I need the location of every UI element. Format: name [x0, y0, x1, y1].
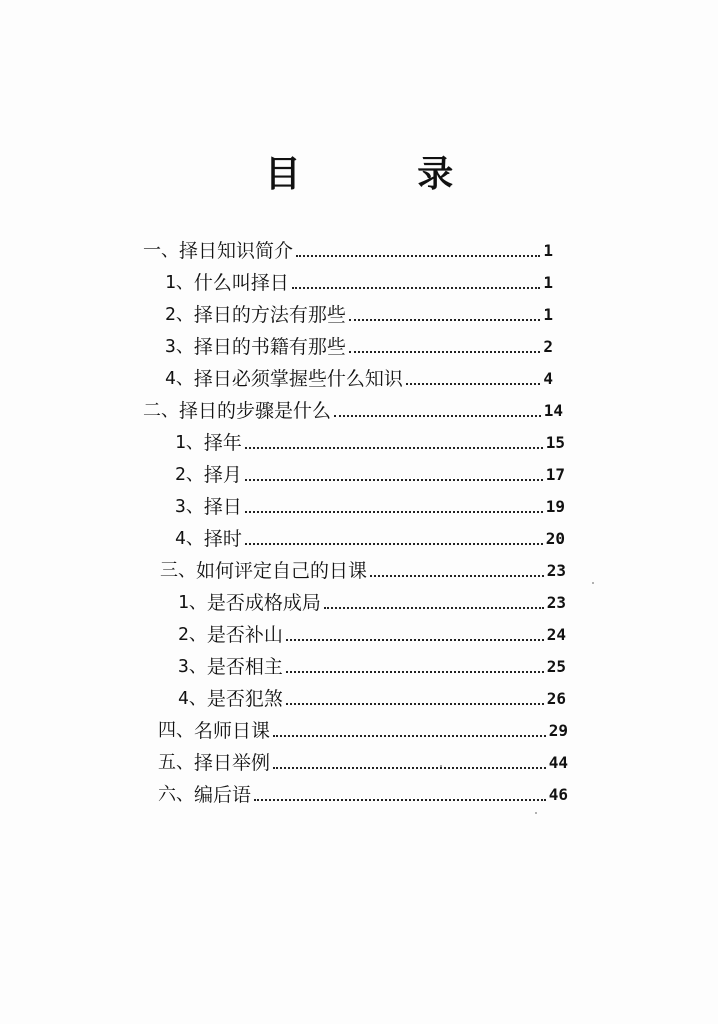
toc-entry — [175, 526, 565, 552]
toc-entry — [165, 366, 553, 392]
toc-entry — [143, 398, 563, 424]
scan-speck — [440, 765, 442, 767]
scan-speck — [592, 582, 594, 584]
toc-leader-dots — [334, 415, 541, 417]
toc-entry-page: 24 — [546, 625, 566, 644]
toc-entry — [175, 462, 565, 488]
toc-entry-page: 2 — [543, 337, 553, 356]
toc-entry-page: 4 — [543, 369, 553, 388]
toc-leader-dots — [245, 511, 543, 513]
toc-entry-page: 46 — [548, 785, 568, 804]
toc-entry-number: 4、 — [165, 368, 194, 389]
toc-entry-label: 择日 — [203, 496, 242, 518]
toc-entry — [178, 590, 566, 616]
toc-entry-number: 2、 — [165, 304, 194, 325]
toc-entry-label: 是否成格成局 — [206, 592, 321, 614]
toc-entry-number: 五、 — [158, 752, 194, 773]
toc-entry-number: 1、 — [165, 272, 194, 293]
toc-entry-number: 二、 — [143, 400, 179, 421]
toc-entry-label: 择日必须掌握些什么知识 — [193, 368, 403, 390]
toc-leader-dots — [370, 575, 544, 577]
toc-entry — [175, 430, 565, 456]
toc-leader-dots — [349, 351, 541, 353]
toc-entry — [178, 686, 566, 712]
toc-entry-page: 20 — [545, 529, 565, 548]
toc-entry-number: 一、 — [143, 240, 179, 261]
toc-leader-dots — [245, 479, 543, 481]
toc-leader-dots — [273, 767, 546, 769]
toc-entry-label: 是否相主 — [206, 656, 283, 678]
scan-speck — [535, 812, 537, 814]
toc-entry-number: 1、 — [175, 432, 204, 453]
toc-entry — [178, 622, 566, 648]
toc-entry-page: 26 — [546, 689, 566, 708]
toc-leader-dots — [286, 671, 544, 673]
toc-entry-number: 3、 — [178, 656, 207, 677]
toc-entry-label: 是否犯煞 — [206, 688, 283, 710]
toc-entry-number: 2、 — [178, 624, 207, 645]
toc-leader-dots — [349, 319, 541, 321]
toc-entry-number: 1、 — [178, 592, 207, 613]
toc-entry-label: 择日知识简介 — [179, 240, 294, 262]
toc-leader-dots — [245, 543, 543, 545]
toc-entry-label: 择时 — [203, 528, 242, 550]
toc-entry-number: 三、 — [160, 560, 196, 581]
toc-leader-dots — [406, 383, 541, 385]
toc-entry-label: 择日的步骤是什么 — [179, 400, 332, 422]
toc-entry-page: 23 — [546, 561, 566, 580]
toc-entry-page: 44 — [548, 753, 568, 772]
toc-entry — [175, 494, 565, 520]
toc-entry-number: 六、 — [158, 784, 194, 805]
toc-entry-page: 15 — [545, 433, 565, 452]
toc-entry — [160, 558, 566, 584]
toc-entry-page: 23 — [546, 593, 566, 612]
toc-entry — [165, 302, 553, 328]
toc-entry — [158, 750, 568, 776]
toc-entry-number: 3、 — [165, 336, 194, 357]
toc-entry-page: 1 — [543, 305, 553, 324]
toc-leader-dots — [292, 287, 541, 289]
toc-entry-label: 择年 — [203, 432, 242, 454]
toc-entry-label: 名师日课 — [194, 720, 271, 742]
toc-entry — [165, 334, 553, 360]
toc-entry-label: 是否补山 — [206, 624, 283, 646]
toc-entry-page: 17 — [545, 465, 565, 484]
toc-leader-dots — [245, 447, 543, 449]
toc-entry-page: 1 — [543, 241, 553, 260]
toc-leader-dots — [324, 607, 544, 609]
toc-entry — [165, 270, 553, 296]
toc-entry-number: 2、 — [175, 464, 204, 485]
toc-entry-label: 择日的书籍有那些 — [193, 336, 346, 358]
toc-entry-label: 择日的方法有那些 — [193, 304, 346, 326]
toc-entry — [158, 782, 568, 808]
toc-entry-number: 四、 — [158, 720, 194, 741]
toc-entry — [158, 718, 568, 744]
toc-entry-label: 如何评定自己的日课 — [196, 560, 368, 582]
toc-entry-number: 4、 — [175, 528, 204, 549]
page-title: 目 录 — [264, 153, 506, 195]
toc-entry-label: 择月 — [203, 464, 242, 486]
toc-entry-page: 25 — [546, 657, 566, 676]
toc-leader-dots — [286, 639, 544, 641]
toc-entry-page: 1 — [543, 273, 553, 292]
toc-entry-label: 编后语 — [194, 784, 252, 806]
toc-entry-page: 19 — [545, 497, 565, 516]
toc-entry — [143, 238, 553, 264]
toc-entry-label: 什么叫择日 — [193, 272, 289, 294]
toc-entry-label: 择日举例 — [194, 752, 271, 774]
toc-entry — [178, 654, 566, 680]
toc-leader-dots — [286, 703, 544, 705]
toc-entry-number: 3、 — [175, 496, 204, 517]
toc-entry-page: 14 — [543, 401, 563, 420]
toc-leader-dots — [273, 735, 546, 737]
toc-leader-dots — [296, 255, 540, 257]
toc-entry-number: 4、 — [178, 688, 207, 709]
toc-entry-page: 29 — [548, 721, 568, 740]
toc-leader-dots — [254, 799, 546, 801]
